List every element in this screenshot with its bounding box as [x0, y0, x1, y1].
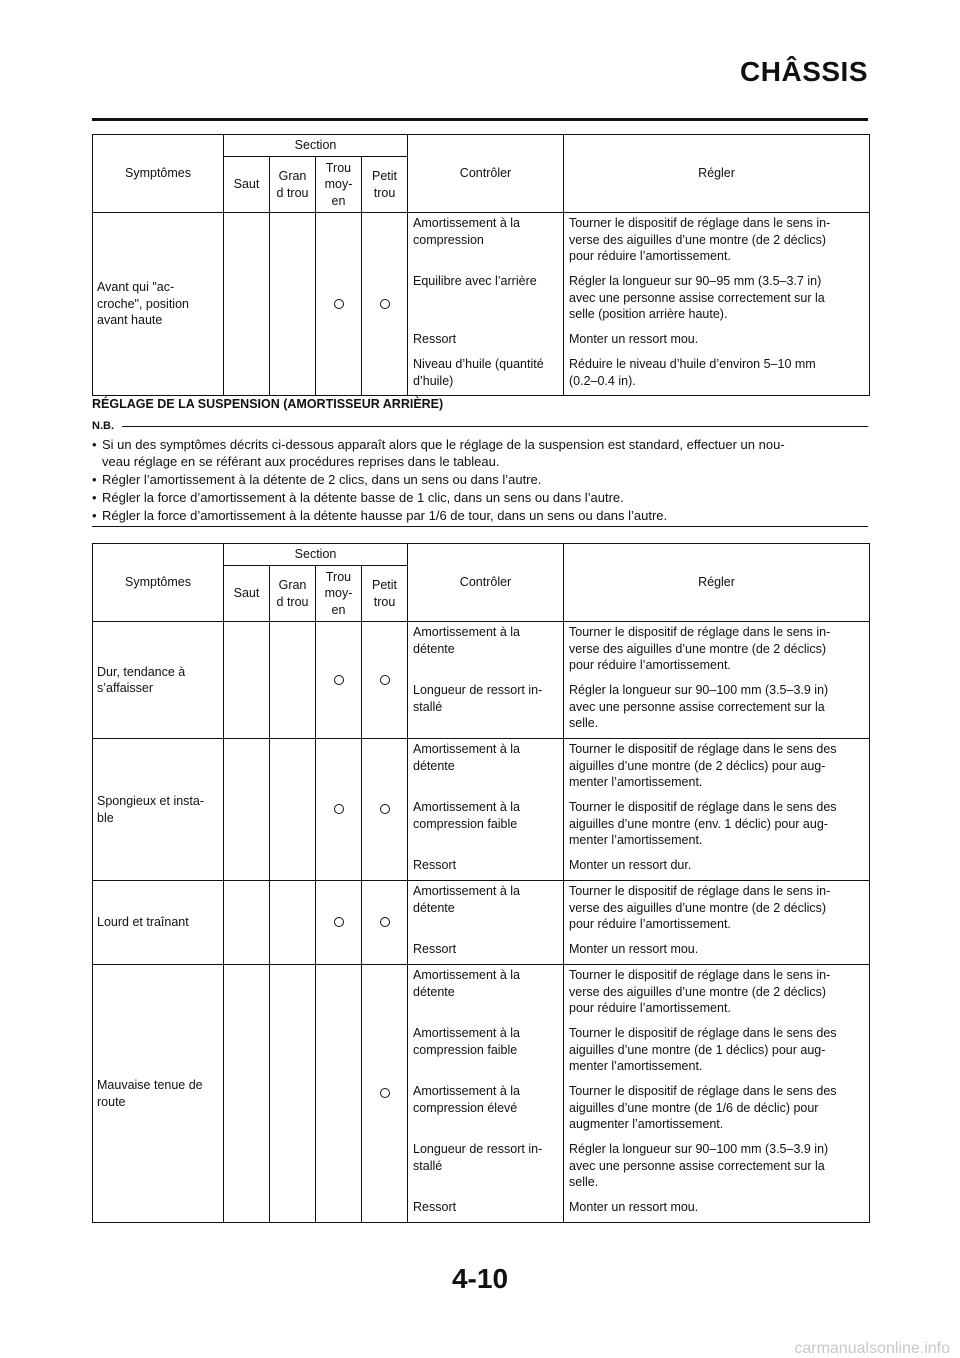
check-entry: Amortissement à la détente: [413, 625, 520, 656]
adjust-entry: Tourner le dispositif de réglage dans le sens in- verse des aiguilles d’une montre (de 2 déclics) pour réduire l’amortissement.: [569, 625, 831, 672]
adjust-entry: Tourner le dispositif de réglage dans le sens des aiguilles d’une montre (de 2 déclics) pour aug- menter l’amortissement.: [569, 742, 837, 789]
note-item: [92, 436, 868, 470]
adjust-entry: Tourner le dispositif de réglage dans le sens des aiguilles d’une montre (de 1/6 de déclic) pour augmenter l’amortissement.: [569, 1084, 837, 1131]
header-grand-trou: Gran d trou: [270, 566, 316, 622]
check-entry: Amortissement à la détente: [413, 968, 520, 999]
symptom-cell: [93, 881, 224, 965]
table-row: [93, 213, 870, 396]
table-row: [93, 739, 870, 881]
bullet: •: [92, 508, 97, 523]
section-mark-cell: [316, 881, 362, 965]
adjust-entry: Tourner le dispositif de réglage dans le sens des aiguilles d’une montre (env. 1 déclic) pour aug- menter l’amortissement.: [569, 800, 837, 847]
front-suspension-table: [92, 134, 870, 396]
header-saut: Saut: [224, 157, 270, 213]
check-entry: Amortissement à la détente: [413, 742, 520, 773]
note-item: [92, 471, 868, 488]
header-rule: [92, 118, 868, 121]
section-mark-cell: [270, 739, 316, 881]
section-mark-cell: [270, 622, 316, 739]
page-number: 4-10: [451, 1263, 509, 1294]
symptom-text: Spongieux et insta- ble: [97, 794, 205, 825]
section-mark-cell: [224, 881, 270, 965]
table-row: [93, 622, 870, 739]
section-mark-cell: [224, 213, 270, 396]
header-adjust: Régler: [564, 544, 870, 622]
section-mark-cell: [362, 213, 408, 396]
header-trou-moyen: Trou moy- en: [316, 566, 362, 622]
check-entry: Amortissement à la compression faible: [413, 1026, 520, 1057]
header-trou-moyen: Trou moy- en: [316, 157, 362, 213]
note-text: Si un des symptômes décrits ci-dessous apparaît alors que le réglage de la suspension est standard, effectuer un nou- veau réglage en se référant aux procédures reprises dans le tableau.: [102, 437, 785, 469]
adjust-entry: Tourner le dispositif de réglage dans le sens in- verse des aiguilles d’une montre (de 2 déclics) pour réduire l’amortissement.: [569, 968, 831, 1015]
section-mark-cell: [316, 213, 362, 396]
symptom-text: Lourd et traînant: [97, 915, 189, 930]
header-adjust: Régler: [564, 135, 870, 213]
note-rule: [122, 426, 868, 427]
check-entry: Longueur de ressort in- stallé: [413, 1142, 543, 1173]
circle-mark-icon: [380, 917, 390, 927]
adjust-cell: [564, 739, 870, 881]
rear-suspension-table: [92, 543, 870, 1223]
check-entry: Niveau d’huile (quantité d’huile): [413, 357, 544, 388]
adjust-entry: Monter un ressort dur.: [569, 858, 692, 872]
check-entry: Amortissement à la compression élevé: [413, 1084, 520, 1115]
symptom-cell: [93, 965, 224, 1223]
adjust-entry: Régler la longueur sur 90–95 mm (3.5–3.7 in) avec une personne assise correctement sur la selle (position arrière haute).: [569, 274, 825, 321]
header-section: Section: [224, 135, 408, 157]
section-mark-cell: [224, 739, 270, 881]
adjust-entry: Réduire le niveau d’huile d’environ 5–10 mm (0.2–0.4 in).: [569, 357, 816, 388]
header-grand-trou: Gran d trou: [270, 157, 316, 213]
note-text: Régler l’amortissement à la détente de 2 clics, dans un sens ou dans l’autre.: [102, 472, 542, 487]
adjust-cell: [564, 622, 870, 739]
watermark: carmanualsonline.info: [794, 1340, 950, 1357]
symptom-text: Avant qui "ac- croche", position avant haute: [97, 280, 189, 328]
adjust-entry: Tourner le dispositif de réglage dans le sens in- verse des aiguilles d’une montre (de 2 déclics) pour réduire l’amortissement.: [569, 884, 831, 931]
circle-mark-icon: [334, 299, 344, 309]
circle-mark-icon: [380, 675, 390, 685]
section-mark-cell: [270, 881, 316, 965]
note-label: N.B.: [92, 420, 114, 432]
section-title: RÉGLAGE DE LA SUSPENSION (AMORTISSEUR ARRIÈRE): [92, 397, 444, 411]
adjust-entry: Monter un ressort mou.: [569, 332, 699, 346]
header-check: Contrôler: [408, 544, 564, 622]
adjust-cell: [564, 213, 870, 396]
bullet: •: [92, 437, 97, 452]
check-cell: [408, 965, 564, 1223]
symptom-cell: [93, 622, 224, 739]
note-text: Régler la force d’amortissement à la détente hausse par 1/6 de tour, dans un sens ou dans l’autre.: [102, 508, 668, 523]
check-entry: Amortissement à la détente: [413, 884, 520, 915]
section-mark-cell: [316, 965, 362, 1223]
note-item: [92, 507, 868, 524]
circle-mark-icon: [380, 804, 390, 814]
section-mark-cell: [224, 622, 270, 739]
circle-mark-icon: [380, 1088, 390, 1098]
circle-mark-icon: [334, 675, 344, 685]
section-mark-cell: [362, 881, 408, 965]
section-mark-cell: [270, 965, 316, 1223]
check-entry: Longueur de ressort in- stallé: [413, 683, 543, 714]
symptom-text: Mauvaise tenue de route: [97, 1078, 203, 1109]
check-cell: [408, 881, 564, 965]
symptom-text: Dur, tendance à s’affaisser: [97, 664, 186, 695]
check-cell: [408, 213, 564, 396]
check-entry: Ressort: [413, 1200, 457, 1214]
section-mark-cell: [270, 213, 316, 396]
adjust-entry: Régler la longueur sur 90–100 mm (3.5–3.9 in) avec une personne assise correctement sur la selle.: [569, 683, 829, 730]
header-symptoms: Symptômes: [93, 135, 224, 213]
check-cell: [408, 739, 564, 881]
check-entry: Ressort: [413, 332, 457, 346]
note-list: [92, 436, 868, 525]
check-entry: Ressort: [413, 858, 457, 872]
header-check: Contrôler: [408, 135, 564, 213]
circle-mark-icon: [334, 804, 344, 814]
page-title: CHÂSSIS: [740, 56, 868, 87]
adjust-entry: Monter un ressort mou.: [569, 942, 699, 956]
check-entry: Amortissement à la compression: [413, 216, 520, 247]
check-entry: Ressort: [413, 942, 457, 956]
check-entry: Amortissement à la compression faible: [413, 800, 520, 831]
header-symptoms: Symptômes: [93, 544, 224, 622]
symptom-cell: [93, 213, 224, 396]
circle-mark-icon: [380, 299, 390, 309]
section-mark-cell: [316, 739, 362, 881]
adjust-entry: Tourner le dispositif de réglage dans le sens in- verse des aiguilles d’une montre (de 2 déclics) pour réduire l’amortissement.: [569, 216, 831, 263]
adjust-cell: [564, 965, 870, 1223]
section-mark-cell: [316, 622, 362, 739]
section-mark-cell: [224, 965, 270, 1223]
header-petit-trou: Petit trou: [362, 157, 408, 213]
adjust-cell: [564, 881, 870, 965]
check-entry: Equilibre avec l’arrière: [413, 274, 537, 288]
adjust-entry: Régler la longueur sur 90–100 mm (3.5–3.9 in) avec une personne assise correctement sur la selle.: [569, 1142, 829, 1189]
note-end-rule: [92, 526, 868, 527]
note-text: Régler la force d’amortissement à la détente basse de 1 clic, dans un sens ou dans l’autre.: [102, 490, 624, 505]
bullet: •: [92, 472, 97, 487]
header-petit-trou: Petit trou: [362, 566, 408, 622]
section-mark-cell: [362, 622, 408, 739]
header-saut: Saut: [224, 566, 270, 622]
adjust-entry: Tourner le dispositif de réglage dans le sens des aiguilles d’une montre (de 1 déclics) pour aug- menter l’amortissement.: [569, 1026, 837, 1073]
check-cell: [408, 622, 564, 739]
table-row: [93, 881, 870, 965]
adjust-entry: Monter un ressort mou.: [569, 1200, 699, 1214]
header-section: Section: [224, 544, 408, 566]
circle-mark-icon: [334, 917, 344, 927]
table-row: [93, 965, 870, 1223]
bullet: •: [92, 490, 97, 505]
section-mark-cell: [362, 739, 408, 881]
symptom-cell: [93, 739, 224, 881]
note-item: [92, 489, 868, 506]
section-mark-cell: [362, 965, 408, 1223]
